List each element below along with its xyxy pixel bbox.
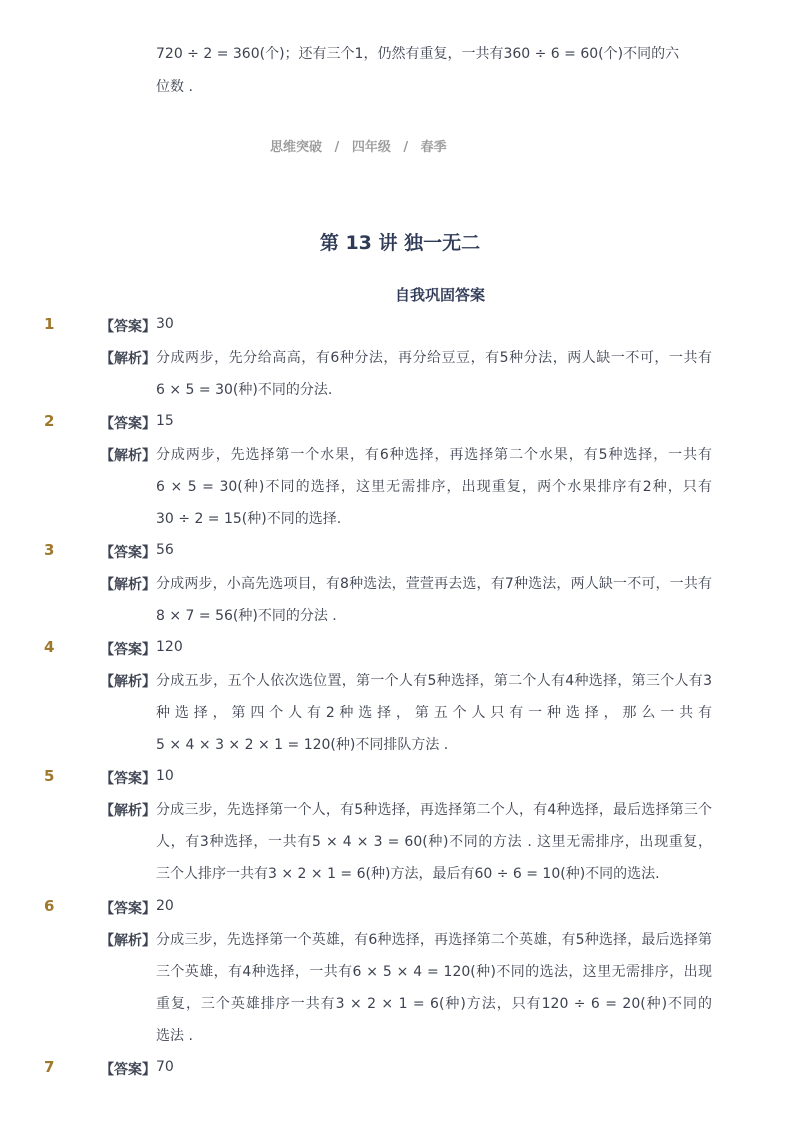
analysis-line: 人，有3种选择，一共有5 × 4 × 3 = 60(种)不同的方法 . 这里无需排序，出现重复， — [156, 834, 712, 850]
answer-value: 10 — [156, 768, 174, 784]
analysis-line: 三个英雄，有4种选择，一共有6 × 5 × 4 = 120(种)不同的选法，这里无需排序，出现 — [156, 964, 712, 980]
analysis-line: 分成两步，小高先选项目，有8种选法，萱萱再去选，有7种选法，两人缺一不可，一共有 — [156, 576, 712, 592]
analysis-line: 8 × 7 = 56(种)不同的分法 . — [156, 608, 337, 624]
analysis-line: 5 × 4 × 3 × 2 × 1 = 120(种)不同排队方法 . — [156, 737, 449, 753]
question-number: 6 — [44, 897, 55, 915]
answer-tag: 【答案】 — [100, 416, 156, 432]
answer-tag: 【答案】 — [100, 771, 156, 787]
analysis-line: 重复，三个英雄排序一共有3 × 2 × 1 = 6(种)方法，只有120 ÷ 6 = 20(种)不同的 — [156, 996, 712, 1012]
analysis-line: 分成三步，先选择第一个英雄，有6种选择，再选择第二个英雄，有5种选择，最后选择第 — [156, 932, 712, 948]
question-number: 3 — [44, 541, 55, 559]
breadcrumb — [270, 136, 447, 155]
analysis-line: 三个人排序一共有3 × 2 × 1 = 6(种)方法，最后有60 ÷ 6 = 10(种)不同的选法. — [156, 866, 660, 882]
answer-value: 120 — [156, 639, 183, 655]
lesson-title: 第 13 讲 独一无二 — [319, 232, 481, 254]
analysis-tag: 【解析】 — [100, 674, 156, 690]
breadcrumb-item-subject: 思维突破 — [270, 140, 323, 155]
analysis-line: 分成两步，先分给高高，有6种分法，再分给豆豆，有5种分法，两人缺一不可，一共有 — [156, 350, 712, 366]
answer-value: 30 — [156, 316, 174, 332]
breadcrumb-separator: / — [334, 140, 340, 155]
continuation-line-2: 位数 . — [156, 79, 193, 95]
breadcrumb-item-grade: 四年级 — [351, 140, 391, 155]
answer-value: 70 — [156, 1059, 174, 1075]
answer-value: 20 — [156, 898, 174, 914]
breadcrumb-separator: / — [403, 140, 409, 155]
analysis-tag: 【解析】 — [100, 803, 156, 819]
analysis-line: 分成五步，五个人依次选位置，第一个人有5种选择，第二个人有4种选择，第三个人有3 — [156, 673, 712, 689]
continuation-line-1: 720 ÷ 2 = 360(个)；还有三个1，仍然有重复，一共有360 ÷ 6 = 60(个)不同的六 — [156, 46, 680, 62]
answer-tag: 【答案】 — [100, 319, 156, 335]
answer-value: 15 — [156, 413, 174, 429]
analysis-tag: 【解析】 — [100, 933, 156, 949]
analysis-line: 种 选 择 ， 第 四 个 人 有 2 种 选 择 ， 第 五 个 人 只 有 一 种 选 择 ， 那 么 一 共 有 — [156, 705, 712, 721]
breadcrumb-item-term: 春季 — [420, 140, 447, 155]
analysis-line: 30 ÷ 2 = 15(种)不同的选择. — [156, 511, 342, 527]
section-title: 自我巩固答案 — [394, 286, 485, 304]
answer-value: 56 — [156, 542, 174, 558]
answer-tag: 【答案】 — [100, 545, 156, 561]
question-number: 5 — [44, 767, 55, 785]
question-number: 4 — [44, 638, 55, 656]
question-number: 2 — [44, 412, 55, 430]
analysis-line: 选法 . — [156, 1028, 193, 1044]
analysis-tag: 【解析】 — [100, 577, 156, 593]
question-number: 7 — [44, 1058, 55, 1076]
analysis-tag: 【解析】 — [100, 448, 156, 464]
analysis-line: 6 × 5 = 30(种)不同的选择，这里无需排序，出现重复，两个水果排序有2种，只有 — [156, 479, 712, 495]
answer-tag: 【答案】 — [100, 642, 156, 658]
analysis-tag: 【解析】 — [100, 351, 156, 367]
analysis-line: 分成三步，先选择第一个人，有5种选择，再选择第二个人，有4种选择，最后选择第三个 — [156, 802, 712, 818]
question-number: 1 — [44, 315, 55, 333]
answer-tag: 【答案】 — [100, 901, 156, 917]
analysis-line: 6 × 5 = 30(种)不同的分法. — [156, 382, 333, 398]
analysis-line: 分成两步，先选择第一个水果，有6种选择，再选择第二个水果，有5种选择，一共有 — [156, 447, 712, 463]
answer-tag: 【答案】 — [100, 1062, 156, 1078]
